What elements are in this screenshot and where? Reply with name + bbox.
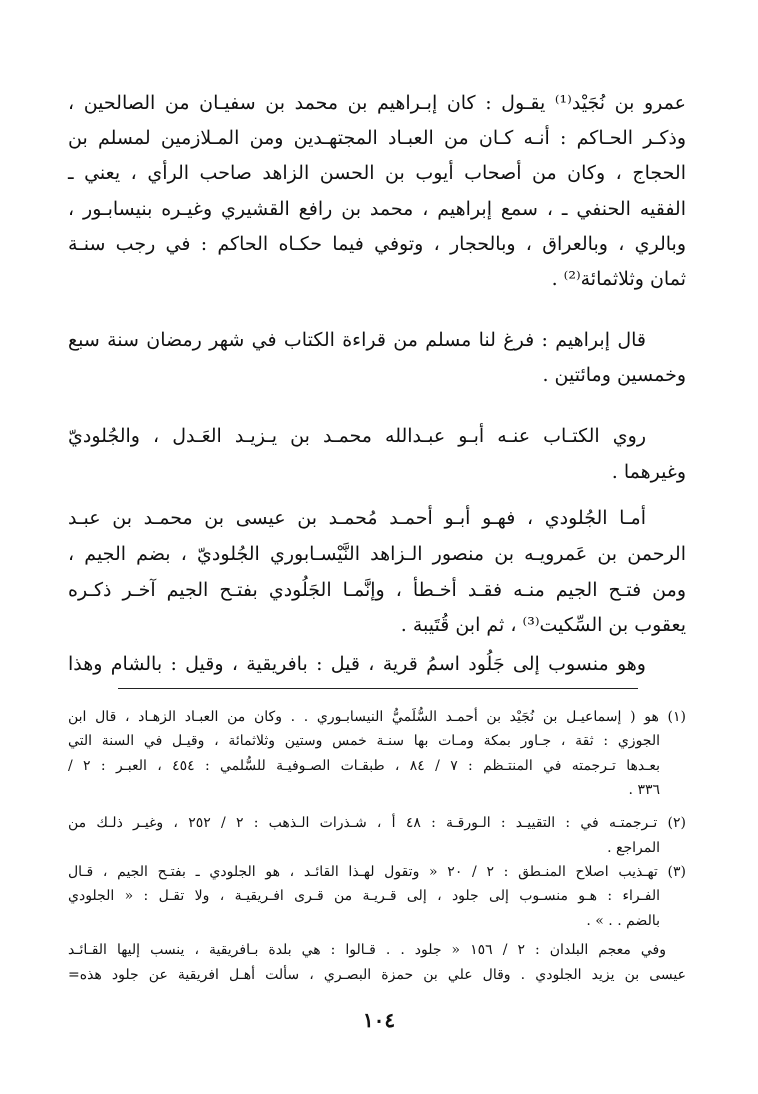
footnote-line: بالضم . . » . <box>586 913 660 929</box>
body-line: وغيرهما . <box>611 461 686 483</box>
body-line: يعقوب بن السِّكيت⁽³⁾ ، ثم ابن قُتَيبة . <box>400 614 686 636</box>
footnote-line: بعـدها تـرجمته في المنتـظم : ٧ / ٨٤ ، طبقـات الصـوفيـة للسُّلمي : ٤٥٤ ، العبـر : ٢ / <box>68 758 660 774</box>
body-line: روي الكتـاب عنـه أبـو عبـدالله محمـد بن يـزيـد العَـدل ، والجُلوديّ <box>68 425 646 447</box>
body-line: ثمان وثلاثمائة⁽²⁾ . <box>551 268 686 290</box>
body-line: ومن فتـح الجيم منـه فقـد أخـطأ ، وإنَّمـا الجَلُودي بفتـح الجيم آخـر ذكـره <box>68 579 686 601</box>
body-line: وذكـر الحـاكم : أنـه كـان من العبـاد المجتهـدين ومن المـلازمين لمسلم بن <box>68 127 686 149</box>
footnote-line: (١) هو ( إسماعيـل بن نُجَيْد بن أحمـد السُّلَميُّ النيسابـوري . . وكان من العبـاد الزهـاد ، قال ابن <box>68 709 686 725</box>
body-line: الحجاج ، وكان من أصحاب أيوب بن الحسن الزاهد صاحب الرأي ، يعني ـ <box>68 162 686 184</box>
footnote-separator <box>118 688 638 689</box>
body-line: وبالري ، وبالعراق ، وبالحجار ، وتوفي فيما حكـاه الحاكم : في رجب سنـة <box>68 233 686 255</box>
footnote-line: الفـراء : هـو منسـوب إلى جلود ، إلى قـريـة من قـرى افـريقيـة ، ولا تقـل : « الجلودي <box>68 888 660 904</box>
page-number: ١٠٤ <box>362 1008 396 1032</box>
body-line: عمرو بن نُجَيْد⁽¹⁾ يقـول : كان إبـراهيم بن محمد بن سفيـان من الصالحين ، <box>68 92 686 114</box>
footnote-line: الجوزي : ثقة ، جـاور بمكة ومـات بها سنـة خمس وستين وثلاثمائة ، وقيـل في السنة التي <box>68 733 660 749</box>
footnote-line: (٣) تهـذيب اصلاح المنـطق : ٢ / ٢٠ « وتقول لهـذا القائـد ، هو الجلودي ـ بفتـح الجيم ، قـال <box>68 864 686 880</box>
body-line: وخمسين ومائتين . <box>542 364 686 386</box>
footnote-line: وفي معجم البلدان : ٢ / ١٥٦ « جلود . . قـالوا : هي بلدة بـافريقية ، ينسب إليها القـائـد <box>68 942 666 958</box>
footnote-line: عيسى بن يزيد الجلودي . وقال علي بن حمزة البصـري ، سألت أهـل افريقية عن جلود هذه= <box>68 967 686 983</box>
body-line: قال إبراهيم : فرغ لنا مسلم من قراءة الكتاب في شهر رمضان سنة سبع <box>68 329 646 351</box>
body-line: أمـا الجُلودي ، فهـو أبـو أحمـد مُحمـد بن عيسى بن محمـد بن عبـد <box>68 507 646 529</box>
body-line: الرحمن بن عَمرويـه بن منصور الـزاهد النَّيْسـابوري الجُلوديّ ، بضم الجيم ، <box>68 543 686 565</box>
footnote-line: ٣٣٦ . <box>628 782 660 798</box>
body-line: وهو منسوب إلى جَلُود اسمُ قرية ، قيل : بافريقية ، وقيل : بالشام وهذا <box>68 653 646 675</box>
footnote-line: المراجع . <box>607 840 660 856</box>
body-line: الفقيه الحنفي ـ ، سمع إبراهيم ، محمد بن رافع القشيري وغيـره بنيسابـور ، <box>68 198 686 220</box>
footnote-line: (٢) تـرجمتـه في : التقييـد : الـورقـة : ٤٨ أ ، شـذرات الـذهب : ٢ / ٢٥٢ ، وغيـر ذلـك من <box>68 815 686 831</box>
